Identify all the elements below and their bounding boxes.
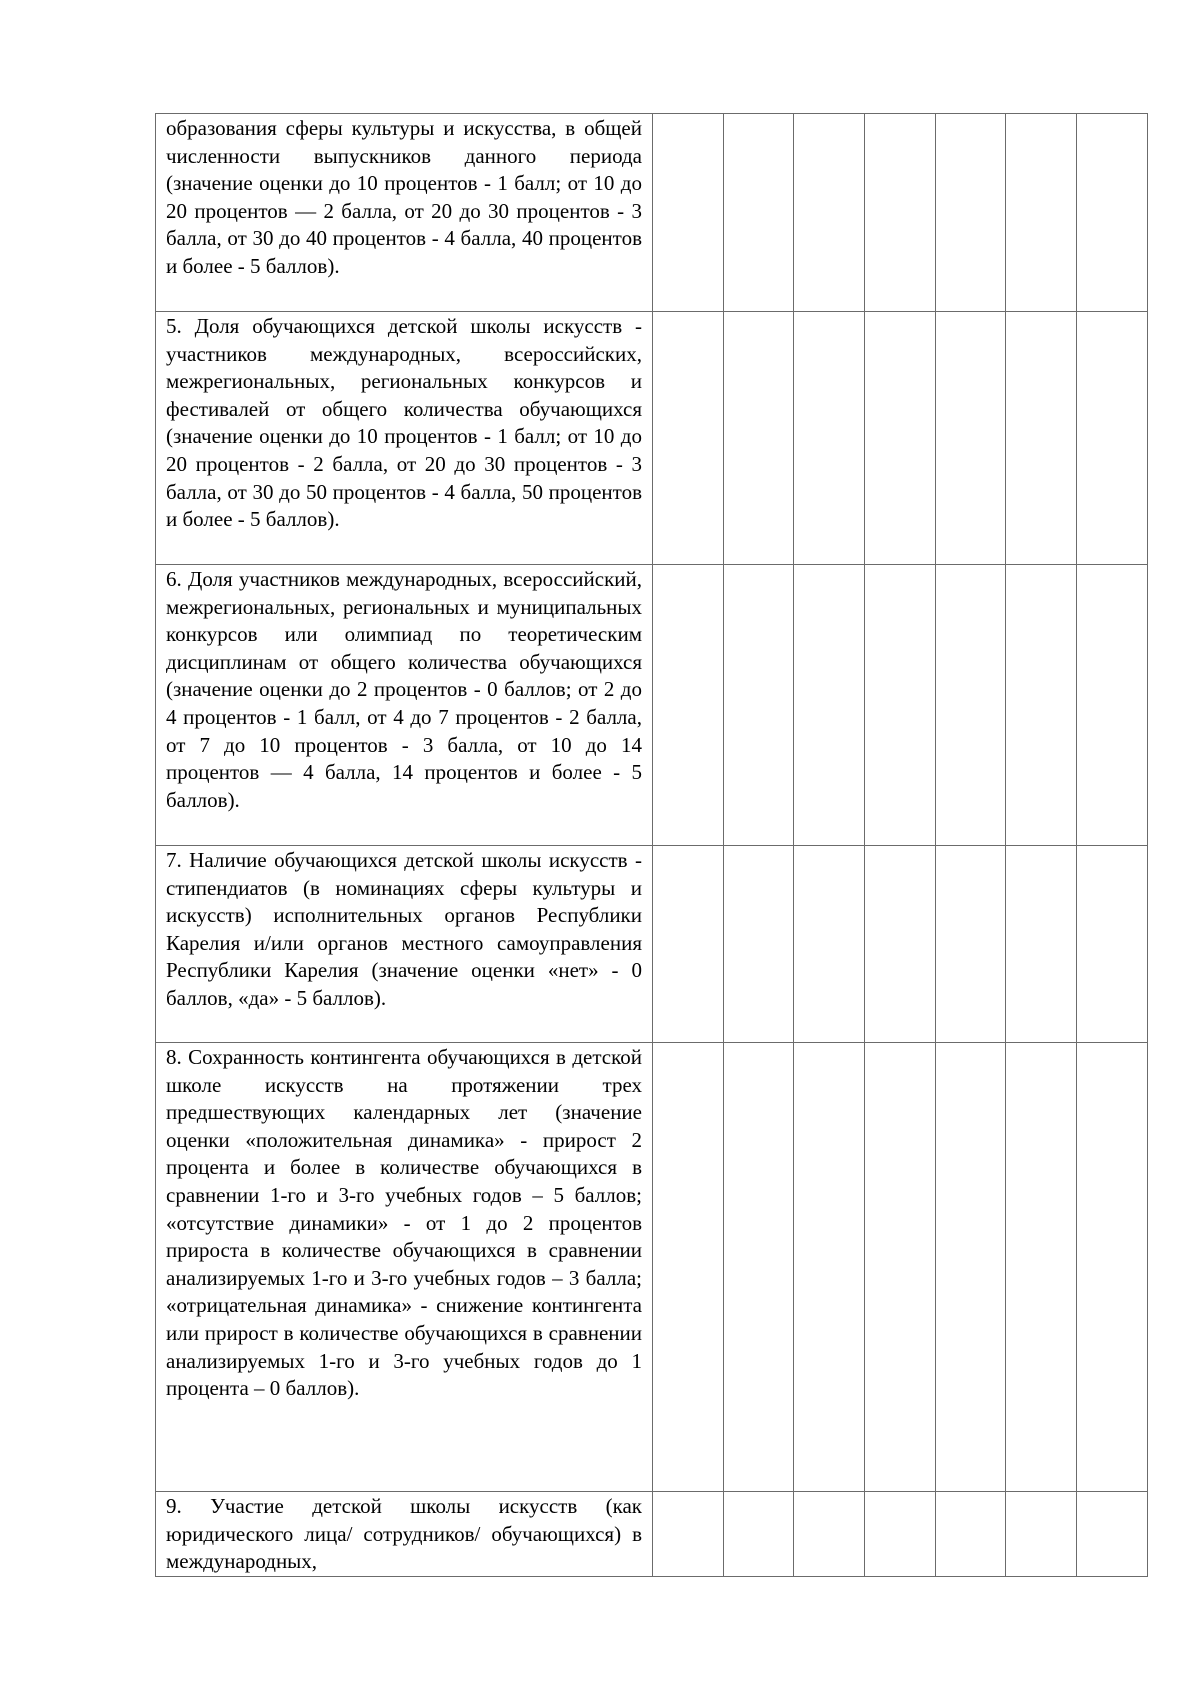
criteria-table: [155, 113, 1148, 1577]
criterion-text: 5. Доля обучающихся детской школы искусств - участников международных, всероссийских, межрегиональных, региональных конкурсов и фестивалей от общего количества обучающихся (значение оценки до 10 процентов - 1 балл; от 10 до 20 процентов - 2 балла, от 20 до 30 процентов - 3 балла, от 30 до 50 процентов - 4 балла, 50 процентов и более - 5 баллов).: [166, 314, 642, 532]
criterion-cell: [156, 312, 653, 565]
score-cell[interactable]: [1006, 1043, 1077, 1492]
criterion-cell: [156, 846, 653, 1043]
criterion-cell: [156, 565, 653, 846]
criterion-text: 8. Сохранность контингента обучающихся в детской школе искусств на протяжении трех предшествующих календарных лет (значение оценки «положительная динамика» - прирост 2 процента и более в количестве обучающихся в сравнении 1-го и 3-го учебных годов – 5 баллов; «отсутствие динамики» - от 1 до 2 процентов прироста в количестве обучающихся в сравнении анализируемых 1-го и 3-го учебных годов – 3 балла; «отрицательная динамика» - снижение контингента или прирост в количестве обучающихся в сравнении анализируемых 1-го и 3-го учебных годов до 1 процента – 0 баллов).: [166, 1045, 642, 1401]
table-row: [156, 565, 1148, 846]
score-cell[interactable]: [935, 312, 1006, 565]
score-cell[interactable]: [794, 846, 865, 1043]
score-cell[interactable]: [1077, 114, 1148, 312]
score-cell[interactable]: [935, 1492, 1006, 1577]
score-cell[interactable]: [865, 312, 936, 565]
criterion-cell: [156, 1492, 653, 1577]
criterion-text: 9. Участие детской школы искусств (как юридического лица/ сотрудников/ обучающихся) в международных,: [166, 1494, 642, 1574]
score-cell[interactable]: [653, 846, 724, 1043]
score-cell[interactable]: [1006, 114, 1077, 312]
score-cell[interactable]: [794, 1492, 865, 1577]
criterion-cell: [156, 114, 653, 312]
criterion-text: 7. Наличие обучающихся детской школы искусств - стипендиатов (в номинациях сферы культуры и искусств) исполнительных органов Республики Карелия и/или органов местного самоуправления Республики Карелия (значение оценки «нет» - 0 баллов, «да» - 5 баллов).: [166, 848, 642, 1010]
criteria-table-body: [156, 114, 1148, 1577]
score-cell[interactable]: [723, 846, 794, 1043]
score-cell[interactable]: [865, 846, 936, 1043]
score-cell[interactable]: [1006, 312, 1077, 565]
score-cell[interactable]: [1077, 846, 1148, 1043]
score-cell[interactable]: [1077, 312, 1148, 565]
criterion-cell: [156, 1043, 653, 1492]
score-cell[interactable]: [1006, 846, 1077, 1043]
score-cell[interactable]: [794, 565, 865, 846]
score-cell[interactable]: [723, 114, 794, 312]
score-cell[interactable]: [935, 114, 1006, 312]
score-cell[interactable]: [794, 114, 865, 312]
table-row: [156, 846, 1148, 1043]
score-cell[interactable]: [794, 312, 865, 565]
score-cell[interactable]: [935, 1043, 1006, 1492]
score-cell[interactable]: [865, 1043, 936, 1492]
score-cell[interactable]: [723, 1492, 794, 1577]
score-cell[interactable]: [1077, 1043, 1148, 1492]
score-cell[interactable]: [935, 565, 1006, 846]
criterion-text: 6. Доля участников международных, всероссийский, межрегиональных, региональных и муниципальных конкурсов или олимпиад по теоретическим дисциплинам от общего количества обучающихся (значение оценки до 2 процентов - 0 баллов; от 2 до 4 процентов - 1 балл, от 4 до 7 процентов - 2 балла, от 7 до 10 процентов - 3 балла, от 10 до 14 процентов — 4 балла, 14 процентов и более - 5 баллов).: [166, 567, 642, 812]
score-cell[interactable]: [653, 312, 724, 565]
criterion-text: образования сферы культуры и искусства, в общей численности выпускников данного периода (значение оценки до 10 процентов - 1 балл; от 10 до 20 процентов — 2 балла, от 20 до 30 процентов - 3 балла, от 30 до 40 процентов - 4 балла, 40 процентов и более - 5 баллов).: [166, 116, 642, 278]
score-cell[interactable]: [865, 114, 936, 312]
table-row: [156, 1492, 1148, 1577]
score-cell[interactable]: [865, 1492, 936, 1577]
score-cell[interactable]: [935, 846, 1006, 1043]
score-cell[interactable]: [653, 565, 724, 846]
score-cell[interactable]: [1006, 565, 1077, 846]
score-cell[interactable]: [653, 1043, 724, 1492]
score-cell[interactable]: [1077, 1492, 1148, 1577]
table-row: [156, 114, 1148, 312]
score-cell[interactable]: [653, 114, 724, 312]
score-cell[interactable]: [865, 565, 936, 846]
score-cell[interactable]: [794, 1043, 865, 1492]
table-row: [156, 1043, 1148, 1492]
score-cell[interactable]: [723, 1043, 794, 1492]
score-cell[interactable]: [723, 312, 794, 565]
score-cell[interactable]: [1077, 565, 1148, 846]
score-cell[interactable]: [1006, 1492, 1077, 1577]
score-cell[interactable]: [653, 1492, 724, 1577]
score-cell[interactable]: [723, 565, 794, 846]
table-row: [156, 312, 1148, 565]
